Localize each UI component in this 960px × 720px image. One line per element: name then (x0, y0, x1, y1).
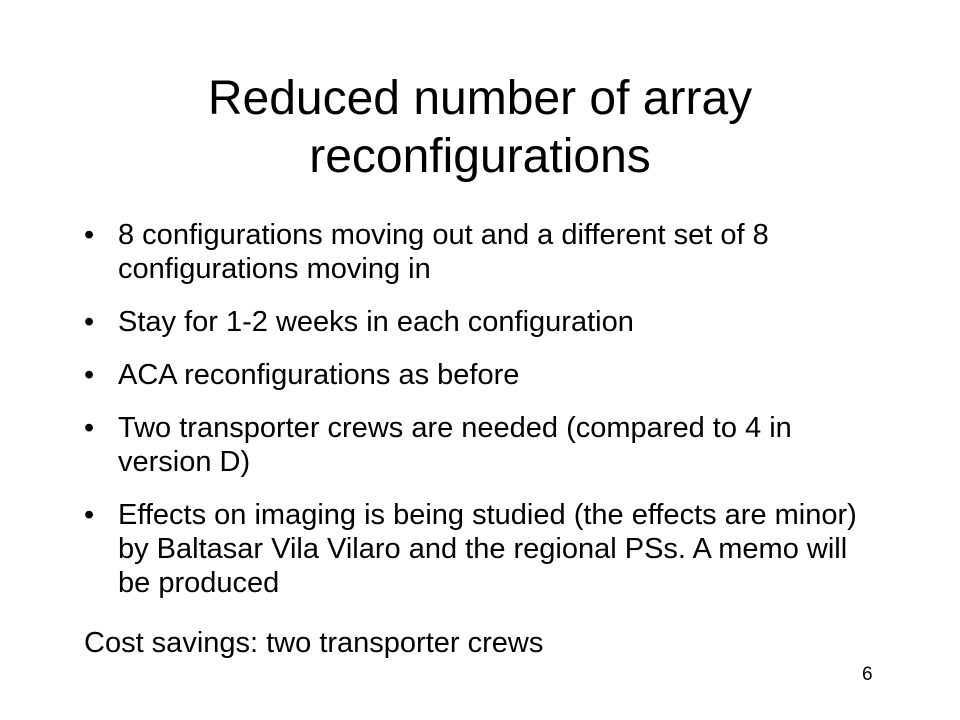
bullet-item (84, 411, 884, 479)
bullet-marker: • (84, 219, 95, 251)
bullet-marker: • (84, 499, 95, 531)
bullet-item (84, 218, 884, 286)
bullet-item (84, 498, 884, 600)
bullet-item (84, 305, 884, 339)
bullet-marker: • (84, 306, 95, 338)
page-number: 6 (862, 664, 873, 685)
bullet-text: 8 configurations moving out and a different set of 8 configurations moving in (118, 219, 769, 285)
cost-savings-text: Cost savings: two transporter crews (84, 627, 544, 659)
bullet-list (84, 218, 884, 619)
bullet-marker: • (84, 412, 95, 444)
bullet-text: Two transporter crews are needed (compared to 4 in version D) (118, 412, 792, 478)
bullet-item (84, 358, 884, 392)
bullet-text: Stay for 1-2 weeks in each configuration (118, 306, 634, 338)
bullet-text: ACA reconfigurations as before (118, 359, 520, 391)
slide-title: Reduced number of array reconfigurations (207, 72, 753, 183)
bullet-text: Effects on imaging is being studied (the effects are minor) by Baltasar Vila Vilaro and the regional PSs. A memo will be produced (118, 499, 857, 599)
bullet-marker: • (84, 359, 95, 391)
